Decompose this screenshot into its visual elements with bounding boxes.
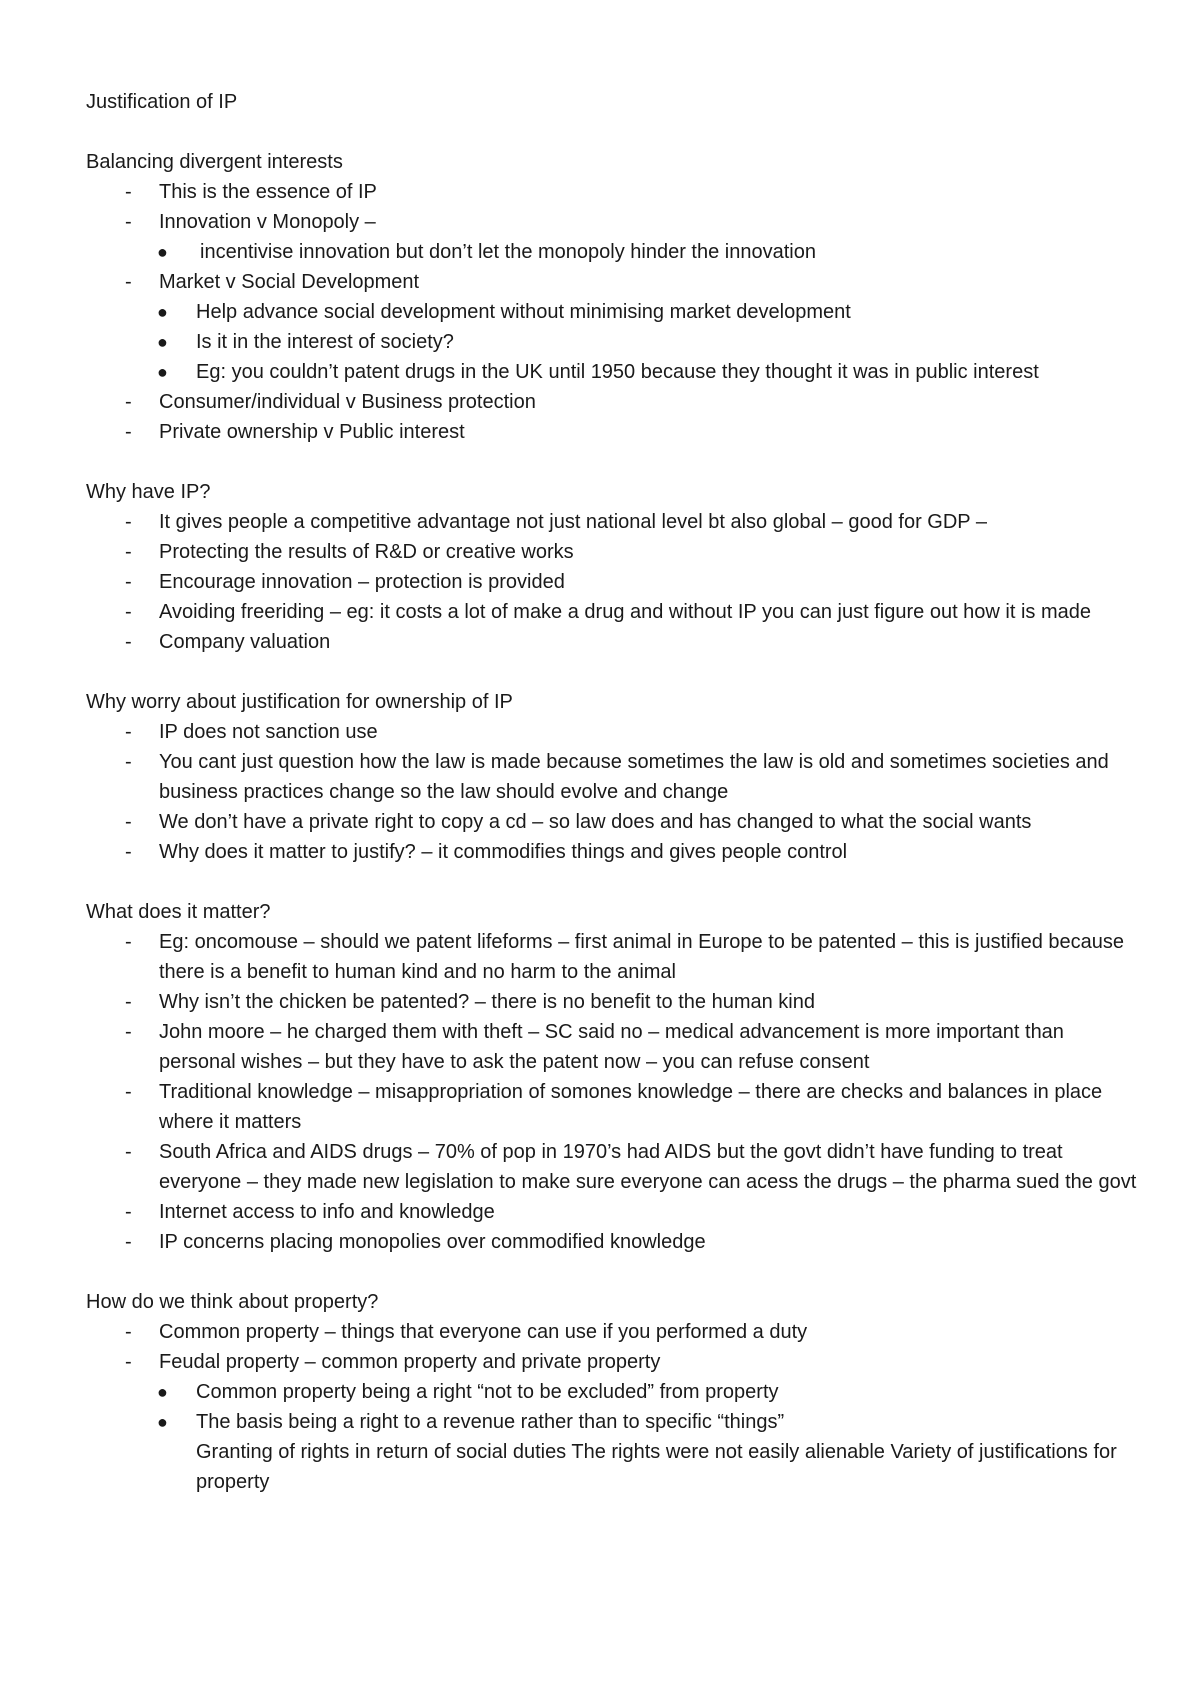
section-heading: Why have IP? [86, 481, 211, 503]
dash-list [86, 1317, 1146, 1497]
bullet-list [86, 1377, 1146, 1497]
dash-marker: - [125, 271, 132, 293]
bullet-dot-icon: ● [157, 362, 168, 382]
section [86, 687, 1146, 867]
list-item [86, 627, 1146, 657]
dash-marker: - [125, 1081, 132, 1103]
bullet-item-text: Help advance social development without minimising market development [196, 301, 851, 323]
list-item [86, 747, 1146, 807]
dash-list [86, 717, 1146, 867]
list-item-text: John moore – he charged them with theft – SC said no – medical advancement is more important than personal wishes – but they have to ask the patent now – you can refuse consent [159, 1021, 1064, 1073]
list-item [86, 927, 1146, 987]
bullet-dot-icon: ● [157, 1412, 168, 1432]
bullet-dot-icon: ● [157, 1382, 168, 1402]
bullet-item [86, 1407, 1146, 1497]
dash-marker: - [125, 1201, 132, 1223]
list-item-text: Internet access to info and knowledge [159, 1201, 495, 1223]
list-item [86, 1197, 1146, 1227]
bullet-item-text: incentivise innovation but don’t let the monopoly hinder the innovation [200, 241, 816, 263]
list-item [86, 717, 1146, 747]
list-item-text: IP does not sanction use [159, 721, 378, 743]
sections-container [86, 147, 1146, 1497]
list-item [86, 1347, 1146, 1377]
dash-marker: - [125, 1021, 132, 1043]
bullet-item [86, 357, 1146, 387]
bullet-item [86, 237, 1146, 267]
dash-marker: - [125, 511, 132, 533]
bullet-item [86, 327, 1146, 357]
list-item-text: Market v Social Development [159, 271, 420, 293]
dash-marker: - [125, 391, 132, 413]
sublist-container [86, 1377, 1146, 1497]
dash-marker: - [125, 1321, 132, 1343]
bullet-item-text: Eg: you couldn’t patent drugs in the UK until 1950 because they thought it was in public interest [196, 361, 1039, 383]
list-item [86, 1137, 1146, 1197]
dash-list [86, 177, 1146, 447]
list-item [86, 537, 1146, 567]
dash-marker: - [125, 991, 132, 1013]
section-heading: How do we think about property? [86, 1291, 379, 1313]
list-item [86, 507, 1146, 537]
bullet-item-text: Common property being a right “not to be excluded” from property [196, 1381, 779, 1403]
list-item-text: Encourage innovation – protection is provided [159, 571, 565, 593]
list-item-text: South Africa and AIDS drugs – 70% of pop in 1970’s had AIDS but the govt didn’t have funding to treat everyone – they made new legislation to make sure everyone can acess the drugs – the pharma sued the govt [159, 1141, 1137, 1193]
list-item-text: Why isn’t the chicken be patented? – there is no benefit to the human kind [159, 991, 815, 1013]
section [86, 147, 1146, 447]
document-body [86, 87, 1146, 1497]
dash-marker: - [125, 631, 132, 653]
dash-marker: - [125, 931, 132, 953]
list-item [86, 837, 1146, 867]
list-item [86, 1077, 1146, 1137]
list-item [86, 1017, 1146, 1077]
dash-list [86, 927, 1146, 1257]
list-item-text: Private ownership v Public interest [159, 421, 465, 443]
bullet-list [86, 237, 1146, 267]
bullet-dot-icon: ● [157, 242, 168, 262]
dash-marker: - [125, 1141, 132, 1163]
section-heading: Balancing divergent interests [86, 151, 343, 173]
list-item [86, 387, 1146, 417]
list-item-text: You cant just question how the law is made because sometimes the law is old and sometimes societies and business practices change so the law should evolve and change [159, 751, 1109, 803]
bullet-dot-icon: ● [157, 332, 168, 352]
list-item [86, 567, 1146, 597]
list-item-text: Eg: oncomouse – should we patent lifeforms – first animal in Europe to be patented – this is justified because there is a benefit to human kind and no harm to the animal [159, 931, 1124, 983]
dash-marker: - [125, 1231, 132, 1253]
section [86, 897, 1146, 1257]
dash-marker: - [125, 571, 132, 593]
list-item-text: Innovation v Monopoly – [159, 211, 376, 233]
list-item-text: Protecting the results of R&D or creative works [159, 541, 574, 563]
section-heading: What does it matter? [86, 901, 271, 923]
list-item [86, 417, 1146, 447]
sublist-container [86, 237, 1146, 267]
bullet-list [86, 297, 1146, 387]
dash-marker: - [125, 421, 132, 443]
list-item-text: Feudal property – common property and private property [159, 1351, 661, 1373]
bullet-item-text: The basis being a right to a revenue rather than to specific “things” Granting of rights in return of social duties The rights were not easily alienable Variety of justifications for property [196, 1411, 1117, 1493]
dash-marker: - [125, 721, 132, 743]
section [86, 477, 1146, 657]
list-item [86, 207, 1146, 237]
dash-marker: - [125, 751, 132, 773]
list-item-text: It gives people a competitive advantage not just national level bt also global – good for GDP – [159, 511, 987, 533]
list-item-text: Consumer/individual v Business protection [159, 391, 536, 413]
list-item-text: Avoiding freeriding – eg: it costs a lot of make a drug and without IP you can just figure out how it is made [159, 601, 1092, 623]
bullet-item [86, 1377, 1146, 1407]
list-item-text: Common property – things that everyone can use if you performed a duty [159, 1321, 808, 1343]
dash-marker: - [125, 211, 132, 233]
sublist-container [86, 297, 1146, 387]
bullet-dot-icon: ● [157, 302, 168, 322]
dash-marker: - [125, 601, 132, 623]
list-item-text: This is the essence of IP [159, 181, 377, 203]
list-item [86, 267, 1146, 297]
list-item-text: Traditional knowledge – misappropriation of somones knowledge – there are checks and balances in place where it matters [159, 1081, 1103, 1133]
dash-marker: - [125, 811, 132, 833]
bullet-item [86, 297, 1146, 327]
document-title: Justification of IP [86, 91, 238, 113]
list-item-text: Company valuation [159, 631, 331, 653]
bullet-item-text: Is it in the interest of society? [196, 331, 454, 353]
section-heading: Why worry about justification for ownership of IP [86, 691, 513, 713]
list-item-text: We don’t have a private right to copy a cd – so law does and has changed to what the social wants [159, 811, 1032, 833]
list-item-text: Why does it matter to justify? – it commodifies things and gives people control [159, 841, 848, 863]
list-item [86, 1317, 1146, 1347]
list-item [86, 987, 1146, 1017]
list-item-text: IP concerns placing monopolies over commodified knowledge [159, 1231, 706, 1253]
dash-marker: - [125, 1351, 132, 1373]
section [86, 1287, 1146, 1497]
list-item [86, 597, 1146, 627]
dash-marker: - [125, 181, 132, 203]
dash-marker: - [125, 541, 132, 563]
list-item [86, 807, 1146, 837]
list-item [86, 177, 1146, 207]
dash-marker: - [125, 841, 132, 863]
dash-list [86, 507, 1146, 657]
list-item [86, 1227, 1146, 1257]
